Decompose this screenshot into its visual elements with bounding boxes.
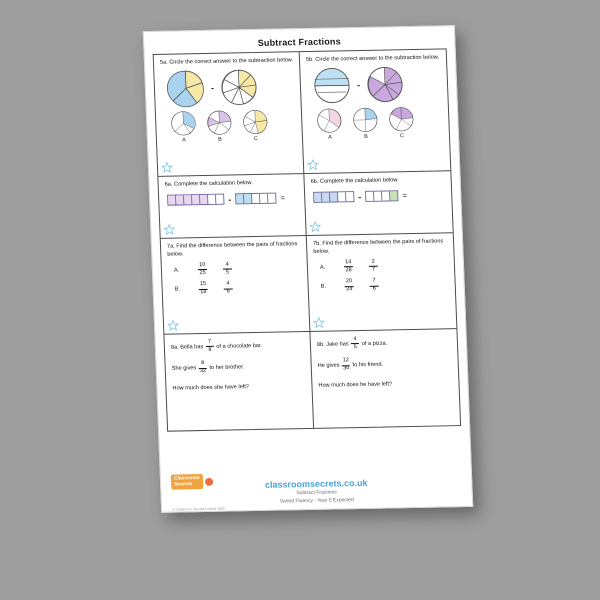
question-text-8b: 8b. Jake has xyxy=(316,341,349,348)
question-text-8b-line2-cont: to his friend. xyxy=(352,362,384,369)
answer-option-a[interactable] xyxy=(170,111,197,144)
answer-option-a[interactable] xyxy=(316,108,343,141)
question-line-1 xyxy=(317,335,453,351)
fraction-pair-list-7b xyxy=(320,258,450,294)
numerator: 15 xyxy=(199,281,207,288)
pie-chart-icon xyxy=(312,67,351,106)
fraction-second xyxy=(223,262,233,276)
question-grid xyxy=(153,48,462,431)
question-text-7a: 7a. Find the difference between the pairs of fractions below. xyxy=(166,241,298,259)
bar-model-second xyxy=(365,191,398,203)
fraction-inline xyxy=(342,359,351,372)
question-text-7b: 7b. Find the difference between the pairs of fractions below. xyxy=(312,238,444,256)
operator-6b: - xyxy=(358,191,362,202)
pie-chart-icon xyxy=(242,109,269,135)
bar-model-first xyxy=(313,192,354,204)
question-text-5a: 5a. Circle the correct answer to the subtraction below. xyxy=(159,57,294,66)
question-text-6b: 6b. Complete the calculation below. xyxy=(310,177,399,185)
question-line-1 xyxy=(171,338,306,354)
pie-chart-icon xyxy=(170,111,197,137)
numerator: 8 xyxy=(201,360,205,367)
logo-dot-icon xyxy=(205,477,213,485)
star-icon xyxy=(163,224,175,236)
question-cell-8a xyxy=(164,332,314,431)
equals-sign-6a: = xyxy=(280,193,286,203)
question-cell-5b xyxy=(300,49,451,173)
question-line-2 xyxy=(317,357,453,373)
bar-model-first xyxy=(167,194,224,206)
denominator: 18 xyxy=(200,289,207,296)
fraction-second xyxy=(369,279,379,293)
denominator: 24 xyxy=(346,286,353,293)
question-text-6a: 6a. Complete the calculation below. xyxy=(164,180,253,188)
numerator: 20 xyxy=(345,278,353,285)
denominator: 5 xyxy=(353,343,357,350)
numerator: 14 xyxy=(345,258,352,266)
denominator: 6 xyxy=(372,286,376,293)
answer-label: C xyxy=(253,136,259,143)
star-icon xyxy=(161,162,173,174)
numerator: 4 xyxy=(353,336,357,343)
numerator: 7 xyxy=(208,338,212,345)
question-text-8a: 8a. Bella has xyxy=(170,344,204,351)
fraction-second xyxy=(223,282,233,296)
pie-chart-icon xyxy=(365,66,404,105)
fraction-circles-5b xyxy=(312,65,442,105)
answer-option-c[interactable] xyxy=(388,106,415,139)
pie-chart-icon xyxy=(352,107,379,133)
star-icon xyxy=(167,319,179,331)
fraction-first xyxy=(344,260,354,274)
classroom-secrets-logo xyxy=(171,474,213,490)
question-text-8a-cont: of a chocolate bar. xyxy=(216,343,263,350)
denominator: 8 xyxy=(208,346,212,353)
pie-chart-icon xyxy=(206,110,233,136)
question-cell-6b xyxy=(304,171,452,235)
website-link[interactable]: classroomsecrets.co.uk xyxy=(264,477,368,490)
bar-model-6a xyxy=(167,193,299,207)
copyright-text: © Classroom Secrets Limited 2018 xyxy=(172,506,225,512)
star-icon xyxy=(307,159,319,171)
denominator: 32 xyxy=(199,367,207,375)
footer-subject: Subtract Fractions xyxy=(296,489,337,497)
numerator: 2 xyxy=(371,258,375,265)
numerator: 4 xyxy=(225,261,229,268)
answer-label: A xyxy=(182,137,186,144)
answer-options-5b xyxy=(316,106,444,141)
question-cell-7b xyxy=(307,233,457,331)
logo-line-2: Secrets xyxy=(174,480,193,488)
fraction-pair-list-7a xyxy=(174,261,303,297)
denominator: 30 xyxy=(343,365,350,372)
fraction-circles-5a xyxy=(166,68,295,108)
star-icon xyxy=(313,317,325,329)
fraction-inline xyxy=(351,337,360,350)
denominator: 6 xyxy=(226,288,230,295)
question-row xyxy=(164,329,460,431)
pie-chart-icon xyxy=(219,68,258,107)
question-line-3: How much does she have left? xyxy=(172,383,250,392)
question-cell-5a xyxy=(154,52,305,176)
question-text-8a-line2-cont: to her brother. xyxy=(209,364,245,372)
fraction-first xyxy=(344,280,354,294)
question-text-8a-line2: She gives xyxy=(171,365,197,373)
fraction-pair xyxy=(320,278,450,294)
operator-6a: - xyxy=(228,194,232,205)
bar-model-second xyxy=(235,193,276,205)
question-row xyxy=(158,171,452,239)
answer-option-c[interactable] xyxy=(242,109,269,142)
fraction-pair xyxy=(320,258,450,274)
operator-5b: - xyxy=(356,80,361,91)
fraction-first xyxy=(198,282,208,296)
fraction-pair xyxy=(174,281,303,297)
operator-5a: - xyxy=(210,83,215,94)
pie-chart-icon xyxy=(388,106,415,132)
question-text-8b-line2: He gives xyxy=(317,362,340,370)
denominator: 7 xyxy=(371,266,376,273)
star-icon xyxy=(309,221,321,233)
logo-line-1: Classroom xyxy=(173,475,200,482)
fraction-second xyxy=(369,259,379,273)
question-text-8b-cont: of a pizza. xyxy=(361,340,388,348)
answer-label: B xyxy=(364,134,368,141)
fraction-inline xyxy=(206,340,215,353)
question-line-3: How much does he have left? xyxy=(318,381,393,389)
answer-label: B xyxy=(218,137,222,144)
bar-model-6b xyxy=(313,190,446,204)
pair-label: B. xyxy=(174,286,181,293)
pie-chart-icon xyxy=(166,69,205,108)
denominator: 28 xyxy=(345,266,352,273)
numerator: 12 xyxy=(342,357,349,364)
answer-option-b[interactable] xyxy=(206,110,233,143)
numerator: 10 xyxy=(199,261,206,268)
denominator: 25 xyxy=(199,269,206,276)
numerator: 4 xyxy=(226,280,230,288)
pair-label: B. xyxy=(320,283,327,291)
answer-option-b[interactable] xyxy=(352,107,379,140)
logo-text xyxy=(171,474,203,490)
numerator: 7 xyxy=(372,278,376,285)
pie-chart-icon xyxy=(316,108,343,134)
question-row xyxy=(154,49,451,177)
question-cell-8b xyxy=(310,329,460,428)
pair-label: A. xyxy=(319,264,326,271)
page-footer xyxy=(160,456,472,512)
question-row xyxy=(161,233,457,335)
fraction-inline xyxy=(199,361,208,374)
answer-label: C xyxy=(399,133,405,140)
brand-row xyxy=(160,456,471,492)
footer-level: Varied Fluency - Year 5 Expected xyxy=(279,497,354,505)
denominator: 5 xyxy=(225,269,230,276)
worksheet-page xyxy=(143,25,474,513)
question-cell-6a xyxy=(158,174,306,238)
fraction-pair xyxy=(174,261,303,277)
question-text-5b: 5b. Circle the correct answer to the subtraction below. xyxy=(305,54,440,64)
question-line-2 xyxy=(171,359,306,375)
fraction-first xyxy=(198,263,208,277)
question-cell-7a xyxy=(161,236,311,334)
equals-sign-6b: = xyxy=(402,191,408,201)
page-title: Subtract Fractions xyxy=(257,36,342,48)
pair-label: A. xyxy=(173,267,180,274)
answer-label: A xyxy=(328,134,332,142)
answer-options-5a xyxy=(170,109,297,144)
